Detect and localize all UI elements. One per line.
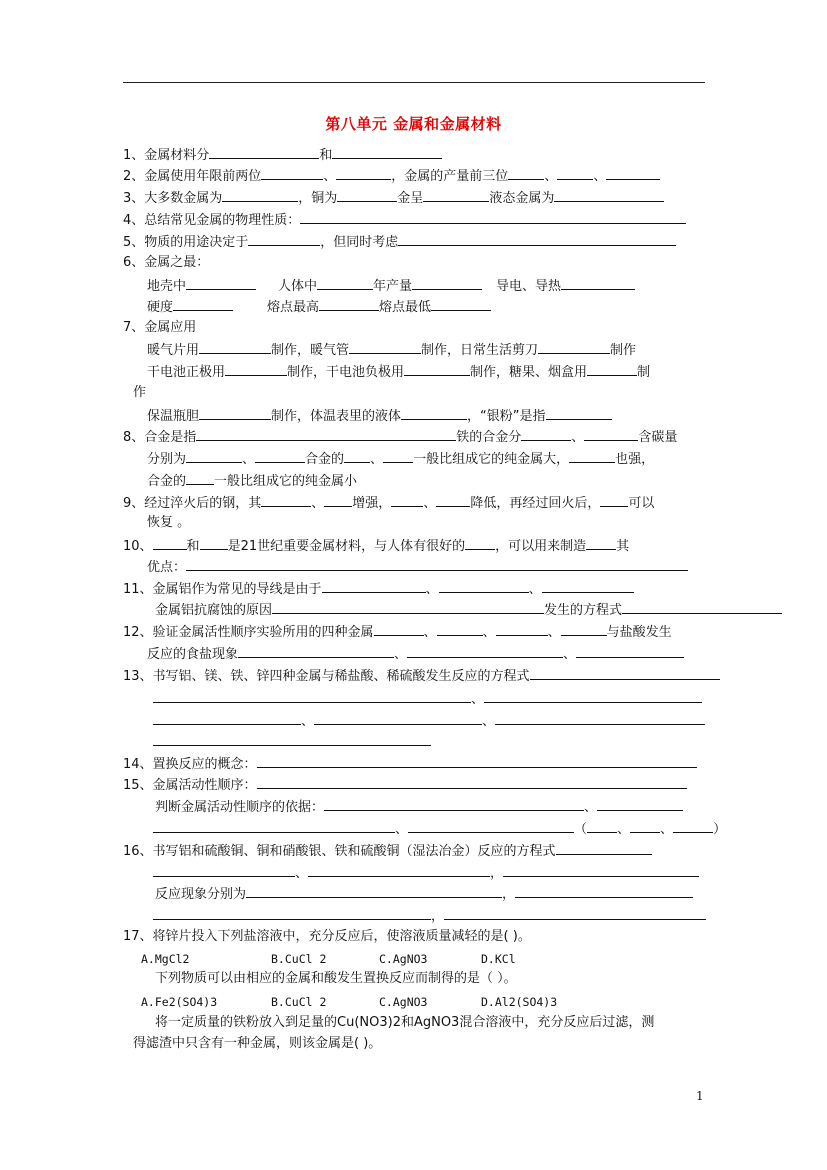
- blank[interactable]: [556, 842, 652, 855]
- option-d[interactable]: D.Al2(SO4)3: [481, 995, 558, 1009]
- blank[interactable]: [186, 277, 256, 290]
- blank[interactable]: [186, 472, 214, 485]
- blank[interactable]: [336, 167, 391, 180]
- blank[interactable]: [439, 580, 529, 593]
- blank[interactable]: [314, 712, 482, 725]
- blank[interactable]: [199, 341, 271, 354]
- blank[interactable]: [437, 623, 483, 636]
- question-10-row-2: 优点：: [147, 558, 688, 576]
- blank[interactable]: [597, 798, 683, 811]
- blank[interactable]: [673, 820, 713, 833]
- blank[interactable]: [576, 645, 684, 658]
- blank[interactable]: [561, 277, 635, 290]
- blank[interactable]: [349, 341, 421, 354]
- blank[interactable]: [186, 450, 242, 463]
- question-7-row-2: 干电池正极用 制作，干电池负极用 制作，糖果、烟盒用 制: [147, 365, 651, 380]
- option-b[interactable]: B.CuCl 2: [271, 952, 327, 966]
- blank[interactable]: [538, 341, 610, 354]
- blank[interactable]: [199, 407, 271, 420]
- option-d[interactable]: D.KCl: [481, 952, 516, 966]
- blank[interactable]: [222, 189, 298, 202]
- blank[interactable]: [383, 450, 413, 463]
- blank[interactable]: [444, 907, 706, 920]
- blank[interactable]: [630, 820, 660, 833]
- blank[interactable]: [153, 907, 431, 920]
- question-12-row-2: 反应的食盐现象 、 、: [147, 645, 684, 663]
- question-16-row-3: 反应现象分别为 ，: [155, 885, 693, 903]
- question-12: 12、验证金属活性顺序实验所用的四种金属 、 、 、 与盐酸发生: [123, 625, 672, 640]
- blank[interactable]: [515, 885, 693, 898]
- question-15-row-3: 、 （ 、 、 ）: [153, 820, 726, 838]
- blank[interactable]: [324, 494, 352, 507]
- blank[interactable]: [186, 558, 688, 571]
- blank[interactable]: [257, 755, 697, 768]
- blank[interactable]: [173, 298, 233, 311]
- option-c[interactable]: C.AgNO3: [379, 995, 428, 1009]
- blank[interactable]: [200, 537, 228, 550]
- blank[interactable]: [308, 864, 490, 877]
- question-8: 8、合金是指 铁的合金分 、 含碳量: [123, 430, 678, 445]
- blank[interactable]: [257, 776, 687, 789]
- question-18: 下列物质可以由相应的金属和酸发生置换反应而制得的是（ ）。: [155, 971, 517, 986]
- blank[interactable]: [398, 233, 676, 246]
- blank[interactable]: [569, 450, 615, 463]
- blank[interactable]: [153, 733, 431, 746]
- blank[interactable]: [508, 167, 544, 180]
- blank[interactable]: [496, 623, 548, 636]
- blank[interactable]: [436, 494, 470, 507]
- question-16-row-4: ，: [153, 907, 706, 925]
- question-9-row-2: 恢复 。: [147, 515, 191, 530]
- blank[interactable]: [521, 428, 571, 441]
- page-number: 1: [696, 1089, 704, 1103]
- blank[interactable]: [408, 820, 574, 833]
- question-13-row-3: 、 、: [153, 712, 705, 730]
- question-7-row-3: 保温瓶胆 制作，体温表里的液体 ，“银粉”是指: [147, 407, 612, 425]
- blank[interactable]: [557, 167, 593, 180]
- blank[interactable]: [606, 167, 660, 180]
- blank[interactable]: [248, 233, 320, 246]
- blank[interactable]: [465, 537, 495, 550]
- question-15: 15、金属活动性顺序：: [123, 776, 687, 794]
- blank[interactable]: [153, 690, 471, 703]
- question-13-row-2: 、: [153, 690, 702, 708]
- blank[interactable]: [238, 645, 394, 658]
- blank[interactable]: [153, 864, 295, 877]
- blank[interactable]: [324, 798, 584, 811]
- question-7: 7、金属应用: [123, 320, 197, 335]
- page-title: 第八单元 金属和金属材料: [325, 115, 502, 133]
- question-11: 11、金属铝作为常见的导线是由于 、 、: [123, 580, 634, 598]
- question-8-row-2: 分别为 、 合金的 、 一般比组成它的纯金属大， 也强，: [147, 452, 655, 467]
- blank[interactable]: [495, 712, 705, 725]
- blank[interactable]: [332, 146, 442, 159]
- question-19-row-2: 得滤渣中只含有一种金属，则该金属是( )。: [133, 1036, 382, 1051]
- question-8-row-3: 合金的 一般比组成它的纯金属小: [147, 474, 358, 489]
- blank[interactable]: [530, 667, 720, 680]
- blank[interactable]: [300, 211, 686, 224]
- option-a[interactable]: A.MgCl2: [141, 952, 190, 966]
- blank[interactable]: [546, 407, 612, 420]
- question-3: 3、大多数金属为 ，铜为 金呈 液态金属为: [123, 189, 664, 207]
- question-6: 6、金属之最：: [123, 255, 210, 270]
- question-10: 10、 和 是21世纪重要金属材料，与人体有很好的 ，可以用来制造 其: [123, 539, 630, 554]
- blank[interactable]: [209, 146, 319, 159]
- blank[interactable]: [484, 690, 702, 703]
- blank[interactable]: [587, 820, 617, 833]
- question-4: 4、总结常见金属的物理性质：: [123, 211, 686, 229]
- question-11-row-2: 金属铝抗腐蚀的原因 发生的方程式: [155, 601, 782, 619]
- blank[interactable]: [261, 494, 311, 507]
- blank[interactable]: [319, 298, 379, 311]
- blank[interactable]: [344, 450, 370, 463]
- question-16-row-2: 、 ，: [153, 864, 699, 882]
- question-6-row-1: 地壳中 人体中 年产量 导电、导热: [147, 277, 635, 295]
- question-13: 13、书写铝、镁、铁、锌四种金属与稀盐酸、稀硫酸发生反应的方程式: [123, 667, 720, 685]
- question-1: 1、金属材料分 和: [123, 146, 442, 164]
- blank[interactable]: [587, 363, 637, 376]
- blank[interactable]: [542, 580, 634, 593]
- option-a[interactable]: A.Fe2(SO4)3: [141, 995, 218, 1009]
- header-rule: [123, 82, 705, 83]
- blank[interactable]: [272, 601, 544, 614]
- question-7-row-1: 暖气片用 制作，暖气管 制作，日常生活剪刀 制作: [147, 343, 637, 358]
- blank[interactable]: [401, 407, 467, 420]
- blank[interactable]: [255, 450, 305, 463]
- question-9: 9、经过淬火后的钢，其 、 增强， 、 降低，再经过回火后， 可以: [123, 496, 655, 511]
- blank[interactable]: [374, 623, 424, 636]
- blank[interactable]: [412, 277, 482, 290]
- blank[interactable]: [153, 712, 301, 725]
- question-6-row-2: 硬度 熔点最高 熔点最低: [147, 298, 491, 316]
- blank[interactable]: [322, 580, 426, 593]
- question-2: 2、金属使用年限前两位 、 ，金属的产量前三位 、 、: [123, 167, 660, 185]
- question-16: 16、书写铝和硫酸铜、铜和硝酸银、铁和硫酸铜（湿法冶金）反应的方程式: [123, 842, 652, 860]
- question-17: 17、将锌片投入下列盐溶液中，充分反应后，使溶液质量减轻的是( )。: [123, 929, 531, 944]
- option-c[interactable]: C.AgNO3: [379, 952, 428, 966]
- blank[interactable]: [391, 494, 423, 507]
- question-13-row-4: [153, 733, 431, 751]
- question-14: 14、置换反应的概念：: [123, 755, 697, 773]
- blank[interactable]: [503, 864, 699, 877]
- blank[interactable]: [153, 820, 395, 833]
- blank[interactable]: [246, 885, 502, 898]
- blank[interactable]: [423, 189, 489, 202]
- question-7-wrap: 作: [133, 385, 147, 400]
- blank[interactable]: [586, 537, 616, 550]
- blank[interactable]: [225, 363, 287, 376]
- blank[interactable]: [584, 428, 638, 441]
- blank[interactable]: [337, 189, 397, 202]
- blank[interactable]: [407, 645, 563, 658]
- blank[interactable]: [600, 494, 628, 507]
- blank[interactable]: [622, 601, 782, 614]
- question-15-row-2: 判断金属活动性顺序的依据： 、: [155, 798, 683, 816]
- blank[interactable]: [404, 363, 470, 376]
- blank[interactable]: [431, 298, 491, 311]
- blank[interactable]: [153, 537, 187, 550]
- option-b[interactable]: B.CuCl 2: [271, 995, 327, 1009]
- blank[interactable]: [554, 189, 664, 202]
- question-19: 将一定质量的铁粉放入到足量的Cu(NO3)2和AgNO3混合溶液中，充分反应后过滤，测: [155, 1015, 655, 1030]
- blank[interactable]: [196, 428, 456, 441]
- question-5: 5、物质的用途决定于 ，但同时考虑: [123, 233, 676, 251]
- blank[interactable]: [317, 277, 373, 290]
- blank[interactable]: [561, 623, 607, 636]
- blank[interactable]: [261, 167, 323, 180]
